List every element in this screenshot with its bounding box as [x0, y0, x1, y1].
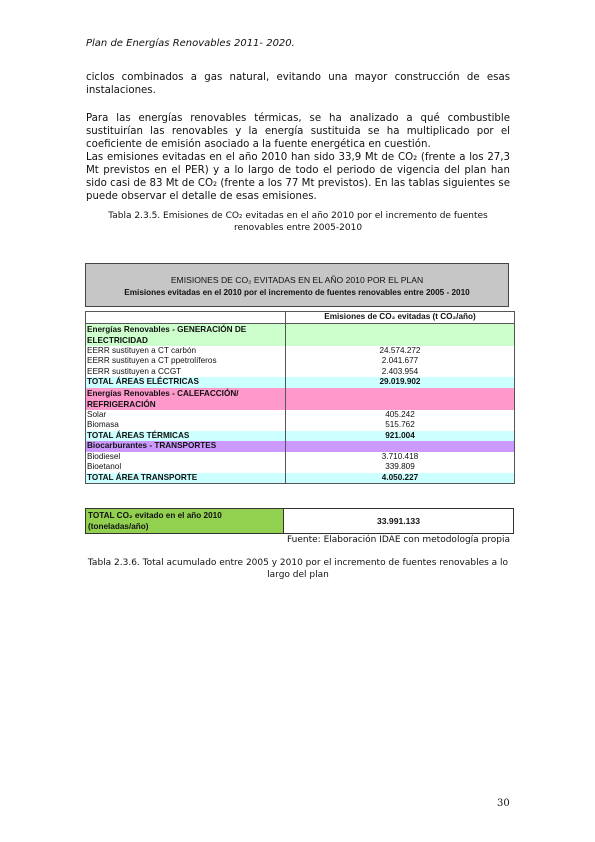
- page-number: 30: [497, 798, 510, 809]
- column-header: Emisiones de CO₂ evitadas (t CO₂/año): [286, 312, 515, 324]
- table-banner: [85, 263, 509, 307]
- table-caption-1: Tabla 2.3.5. Emisiones de CO₂ evitadas en el año 2010 por el incremento de fuentes renovables entre 2005-2010: [108, 211, 488, 233]
- table-row: EERR sustituyen a CT carbón 24.574.272: [86, 346, 515, 357]
- table-caption-2: Tabla 2.3.6. Total acumulado entre 2005 y 2010 por el incremento de fuentes renovables a lo largo del plan: [87, 558, 509, 580]
- emissions-table: [85, 311, 515, 484]
- grand-total-value: 33.991.133: [284, 509, 514, 534]
- grand-total-row: [86, 509, 514, 534]
- total-row-electricas: TOTAL ÁREAS ELÉCTRICAS 29.019.902: [86, 377, 515, 388]
- table-row: Bioetanol 339.809: [86, 462, 515, 473]
- running-header: Plan de Energías Renovables 2011- 2020.: [86, 38, 295, 49]
- banner-title: EMISIONES DE CO₂ EVITADAS EN EL AÑO 2010 POR EL PLAN: [170, 275, 424, 285]
- total-row-termicas: TOTAL ÁREAS TÉRMICAS 921.004: [86, 431, 515, 442]
- table-row: Solar 405.242: [86, 410, 515, 421]
- grand-total-label: TOTAL CO₂ evitado en el año 2010 (toneladas/año): [86, 509, 284, 534]
- table-row: Biomasa 515.762: [86, 420, 515, 431]
- total-row-transporte: TOTAL ÁREA TRANSPORTE 4.050.227: [86, 473, 515, 484]
- section-row-termicas: [86, 388, 515, 410]
- section-row-electricidad: [86, 323, 515, 346]
- section-row-transportes: [86, 441, 515, 452]
- table-row: EERR sustituyen a CT ppetrolíferos 2.041.677: [86, 356, 515, 367]
- table-row: Biodiesel 3.710.418: [86, 452, 515, 463]
- grand-total-table: [85, 508, 514, 534]
- paragraph-1: ciclos combinados a gas natural, evitando una mayor construcción de esas instalaciones.: [86, 72, 510, 96]
- source-note: Fuente: Elaboración IDAE con metodología propia: [286, 535, 510, 545]
- paragraph-2: Para las energías renovables térmicas, se ha analizado a qué combustible sustituirían las renovables y la energía sustituida se ha multiplicado por el coeficiente de emisión asociado a la fuente energética en cuestión.: [86, 113, 510, 150]
- banner-subtitle: Emisiones evitadas en el 2010 por el incremento de fuentes renovables entre 2005 - 2010: [124, 288, 470, 297]
- section-label: Energías Renovables - GENERACIÓN DE ELECTRICIDAD: [86, 323, 286, 346]
- section-label: Energías Renovables - CALEFACCIÓN/ REFRIGERACIÓN: [86, 388, 286, 410]
- table-row: EERR sustituyen a CCGT 2.403.954: [86, 367, 515, 378]
- section-label: Biocarburantes - TRANSPORTES: [86, 441, 286, 452]
- table-header-row: [86, 312, 515, 324]
- paragraph-3: Las emisiones evitadas en el año 2010 han sido 33,9 Mt de CO₂ (frente a los 27,3 Mt previstos en el PER) y a lo largo de todo el periodo de vigencia del plan han sido casi de 83 Mt de CO₂ (frente a los 77 Mt previstos). En las tablas siguientes se puede observar el detalle de esas emisiones.: [86, 152, 510, 202]
